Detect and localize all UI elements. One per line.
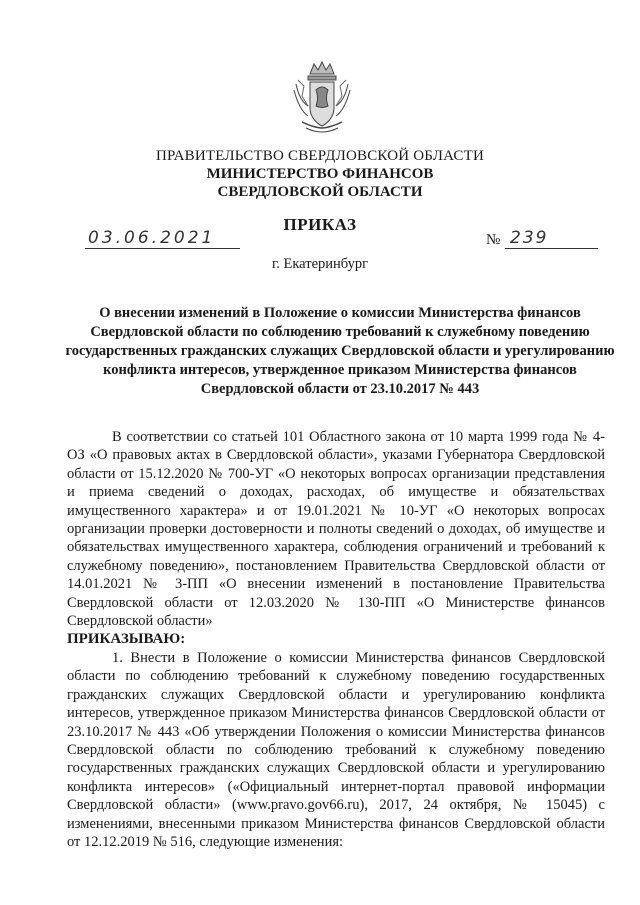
number-sign: №: [486, 232, 501, 248]
government-name: ПРАВИТЕЛЬСТВО СВЕРДЛОВСКОЙ ОБЛАСТИ: [155, 148, 485, 164]
preamble: В соответствии со статьей 101 Областного закона от 10 марта 1999 года № 4-ОЗ «О правовых актах в Свердловской области», указами Губернатора Свердловской области от 15.12.2020 № 700-УГ «О некоторых вопросах организации представления и приема сведений о доходах, расходах, об имуществе и обязательствах имущественного характера» и от 19.01.2021 № 10-УГ «О некоторых вопросах организации проверки достоверности и полноты сведений о доходах, об имуществе и обязательствах имущественного характера, соблюдения ограничений и требований к служебному поведению», постановлением Правительства Свердловской области от 14.01.2021 № 3-ПП «О внесении изменений в постановление Правительства Свердловской области от 12.03.2020 № 130-ПП «О Министерстве финансов Свердловской области»: [67, 429, 605, 630]
city: г. Екатеринбург: [271, 256, 369, 272]
order-word: ПРИКАЗЫВАЮ:: [67, 631, 186, 648]
ministry-name-line1: МИНИСТЕРСТВО ФИНАНСОВ: [206, 166, 434, 182]
date-value: 03.06.2021: [88, 228, 216, 248]
document-title: О внесении изменений в Положение о комиссии Министерства финансов Свердловской области по соблюдению требований к служебному поведению государственных гражданских служащих Свердловской области и урегулированию конфликта интересов, утвержденное приказом Министерства финансов Свердловской области от 23.10.2017 № 443: [65, 305, 615, 397]
number-value: 239: [510, 228, 549, 248]
document-type: ПРИКАЗ: [283, 215, 357, 234]
date-field: [85, 228, 240, 249]
item-1: 1. Внести в Положение о комиссии Министерства финансов Свердловской области по соблюдению требований к служебному поведению государственных гражданских служащих Свердловской области и урегулированию конфликта интересов, утвержденное приказом Министерства финансов Свердловской области от 23.10.2017 № 443 «Об утверждении Положения о комиссии Министерства финансов Свердловской области по соблюдению требований к служебному поведению государственных гражданских служащих Свердловской области и урегулированию конфликта интересов» («Официальный интернет-портал правовой информации Свердловской области» (www.pravo.gov66.ru), 2017, 24 октября, № 15045) с изменениями, внесенными приказом Министерства финансов Свердловской области от 12.12.2019 № 516, следующие изменения:: [67, 649, 605, 850]
number-field: [505, 228, 598, 249]
coat-of-arms-icon: [292, 60, 352, 136]
ministry-name-line2: СВЕРДЛОВСКОЙ ОБЛАСТИ: [217, 184, 423, 200]
document-body: [67, 428, 605, 851]
